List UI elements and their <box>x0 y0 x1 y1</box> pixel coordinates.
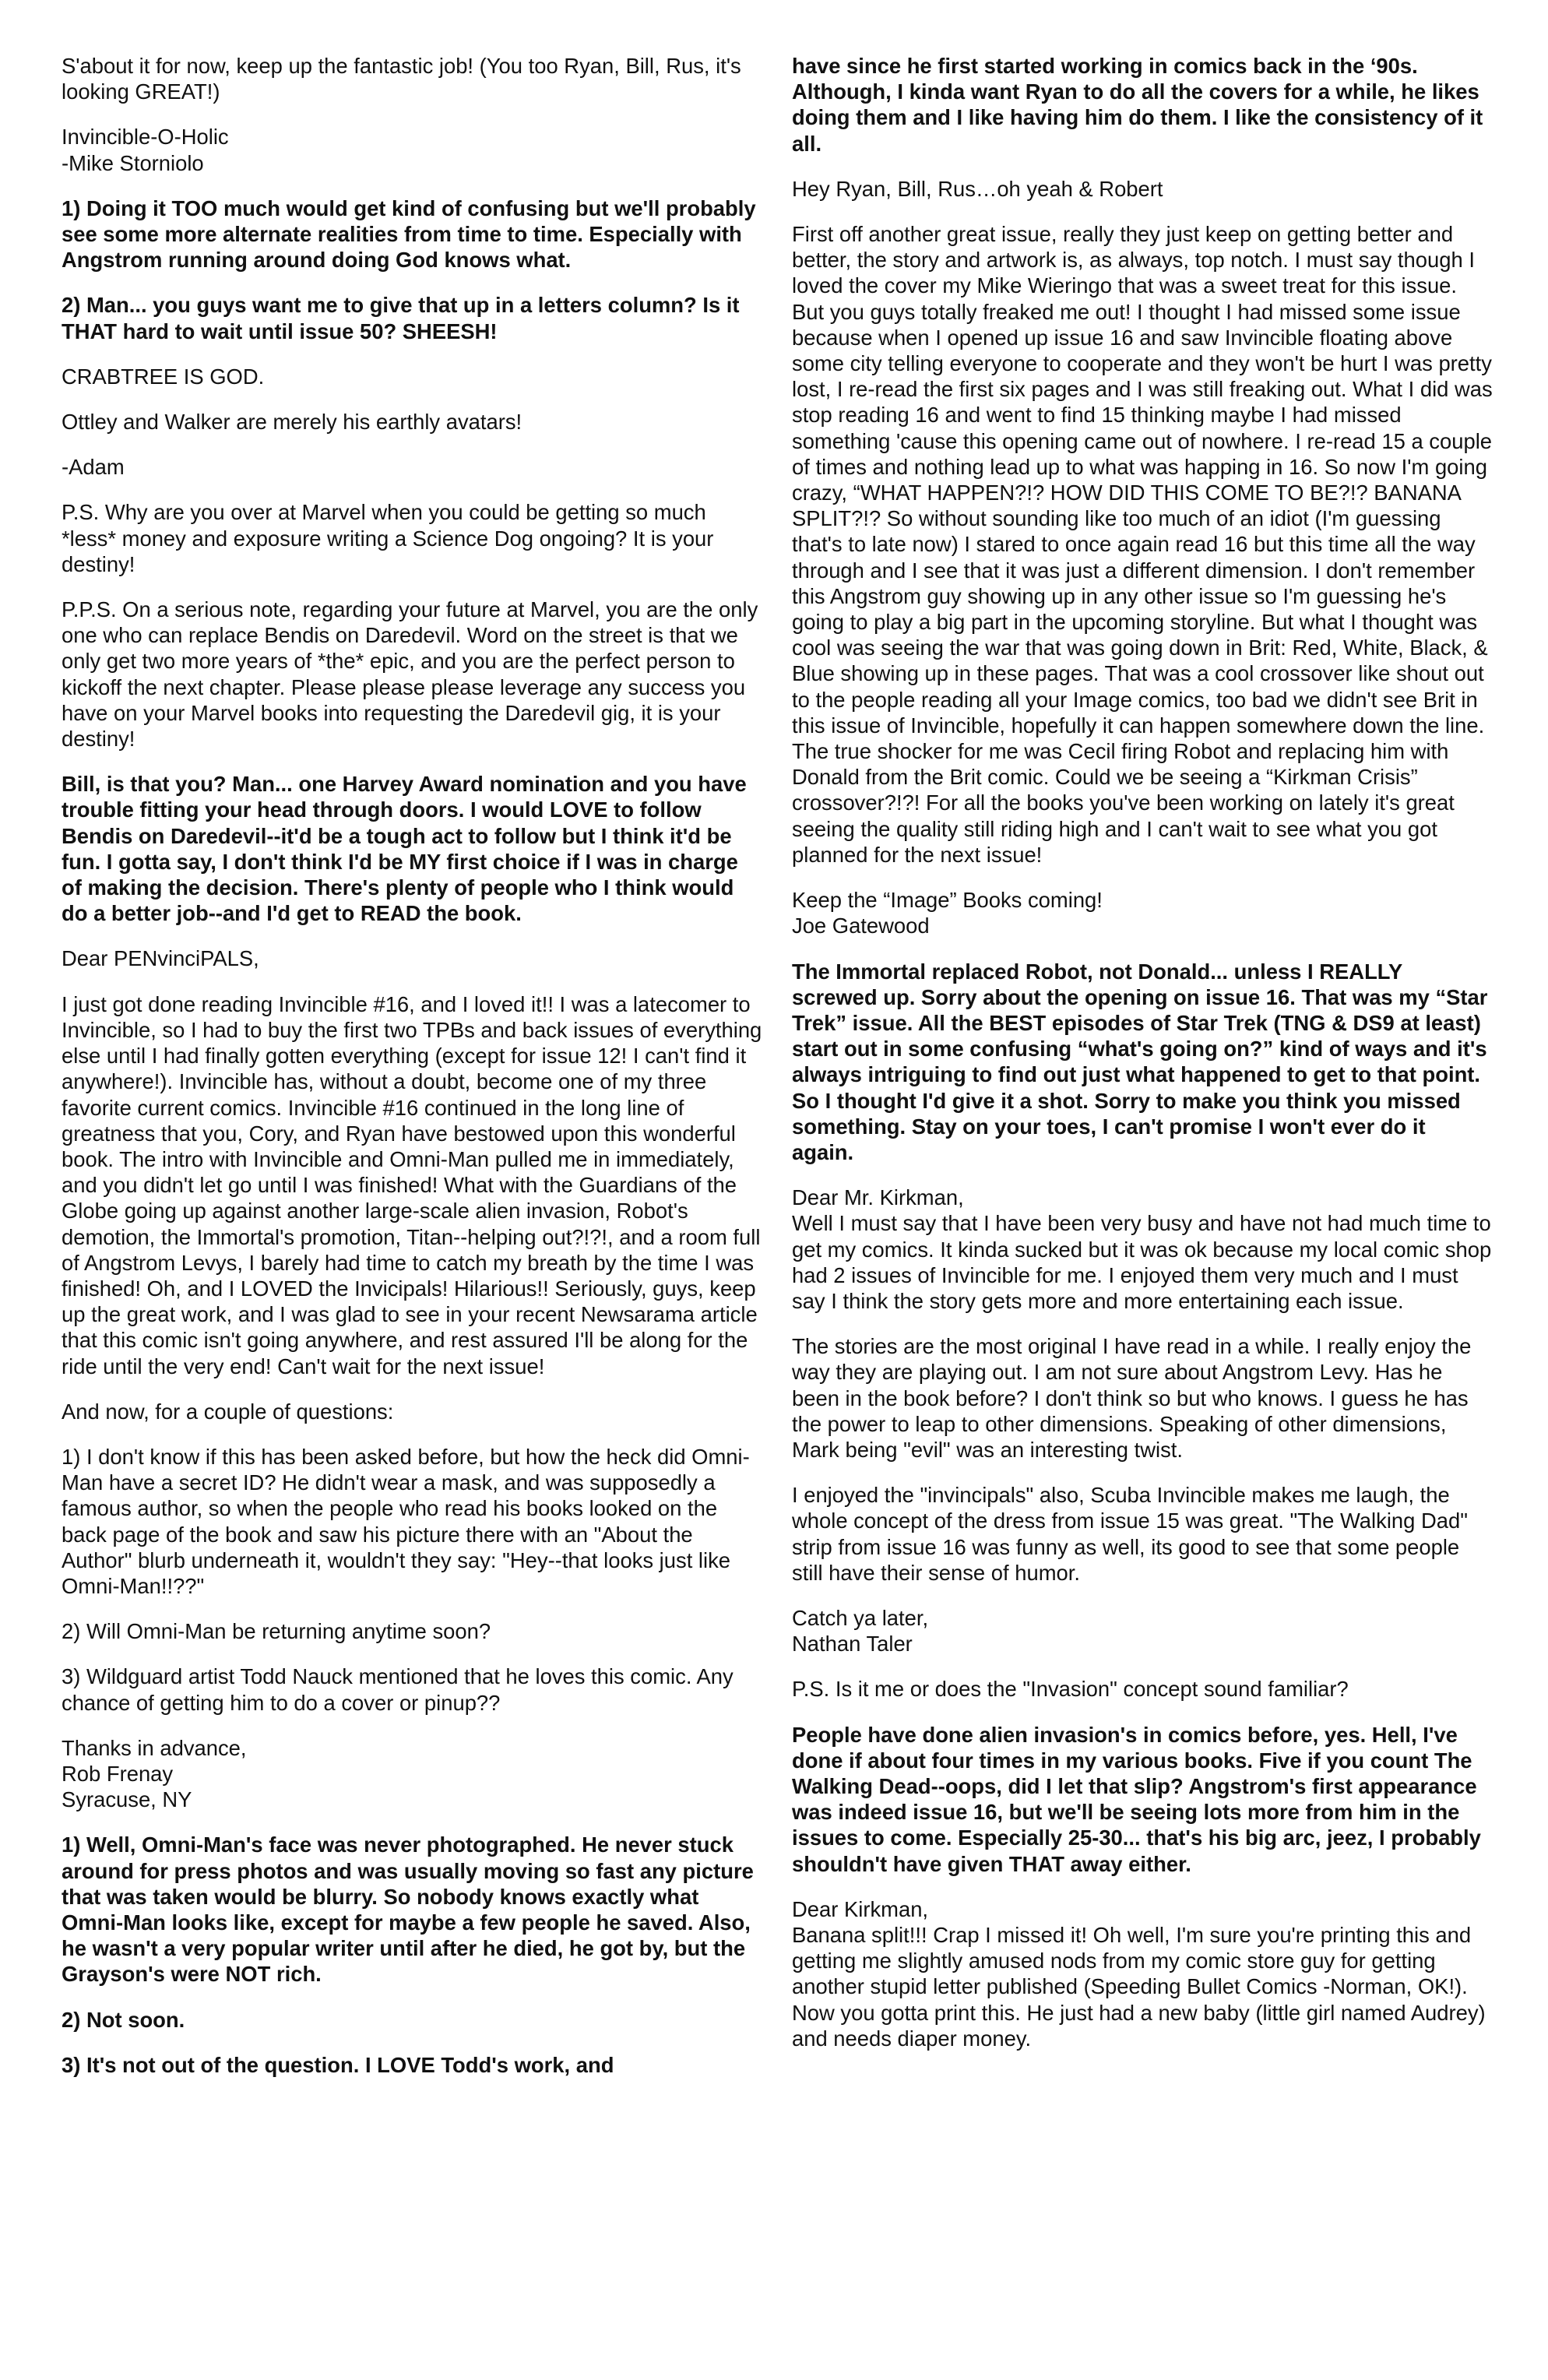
left-column <box>62 53 762 2097</box>
letter-paragraph: P.S. Is it me or does the "Invasion" concept sound familiar? <box>792 1677 1349 1702</box>
editor-reply-paragraph: Bill, is that you? Man... one Harvey Award nomination and you have trouble fitting your head through doors. I would LOVE to follow Bendis on Daredevil--it'd be a tough act to follow but I think it'd be fun. I gotta say, I don't think I'd be MY first choice if I was in charge of making the decision. There's plenty of people who I think would do a better job--and I'd get to READ the book. <box>62 772 747 926</box>
letter-paragraph: 2) Will Omni-Man be returning anytime soon? <box>62 1619 491 1644</box>
letter-paragraph: Keep the “Image” Books coming! Joe Gatewood <box>792 888 1103 938</box>
letter-paragraph: I just got done reading Invincible #16, and I loved it!! I was a latecomer to Invincible, so I had to buy the first two TPBs and back issues of everything else until I had finally gotten everything (except for issue 12! I can't find it anywhere!). Invincible has, without a doubt, become one of my three favorite current comics. Invincible #16 continued in the long line of greatness that you, Cory, and Ryan have bestowed upon this wonderful book. The intro with Invincible and Omni-Man pulled me in immediately, and you didn't let go until I was finished! What with the Guardians of the Globe going up against another large-scale alien invasion, Robot's demotion, the Immortal's promotion, Titan--helping out?!?!, and a room full of Angstrom Levys, I barely had time to catch my breath by the time I was finished! Oh, and I LOVED the Invicipals! Hilarious!! Seriously, guys, keep up the great work, and I was glad to see in your recent Newsarama article that this comic isn't going anywhere, and rest assured I'll be along for the ride until the very end! Can't wait for the next issue! <box>62 991 762 1378</box>
letter-paragraph: Invincible-O-Holic -Mike Storniolo <box>62 125 229 175</box>
letter-paragraph: Dear Mr. Kirkman, Well I must say that I have been very busy and have not had much time to get my comics. It kinda sucked but it was ok because my local comic shop had 2 issues of Invincible for me. I enjoyed them very much and I must say I think the story gets more and more entertaining each issue. <box>792 1185 1492 1313</box>
right-column <box>792 53 1493 2071</box>
letter-paragraph: Dear Kirkman, Banana split!!! Crap I missed it! Oh well, I'm sure you're printing this and getting me slightly amused nods from my comic store guy for getting another stupid letter published (Speeding Bullet Comics -Norman, OK!). Now you gotta print this. He just had a new baby (little girl named Audrey) and needs diaper money. <box>792 1896 1486 2051</box>
editor-reply-paragraph: have since he first started working in comics back in the ‘90s. Although, I kinda want Ryan to do all the covers for a while, he likes doing them and I like having him do them. I like the consistency of it all. <box>792 54 1483 156</box>
letter-paragraph: I enjoyed the "invincipals" also, Scuba Invincible makes me laugh, the whole concept of the dress from issue 15 was great. "The Walking Dad" strip from issue 16 was funny as well, its good to see that some people still have their sense of humor. <box>792 1483 1468 1585</box>
letter-paragraph: CRABTREE IS GOD. <box>62 364 265 389</box>
editor-reply-paragraph: 1) Well, Omni-Man's face was never photographed. He never stuck around for press photos and was usually moving so fast any picture that was taken would be blurry. So nobody knows exactly what Omni-Man looks like, except for maybe a few people he saved. Also, he wasn't a very popular writer until after he died, he got by, but the Grayson's were NOT rich. <box>62 1833 754 1987</box>
letter-paragraph: First off another great issue, really they just keep on getting better and better, the story and artwork is, as always, top notch. I must say though I loved the cover my Mike Wieringo that was a sweet treat for this issue. But you guys totally freaked me out! I thought I had missed some issue because when I opened up issue 16 and saw Invincible floating above some city telling everyone to cooperate and they won't be hurt I was pretty lost, I re-read the first six pages and I was still freaking out. What I did was stop reading 16 and went to find 15 thinking maybe I had missed something 'cause this opening came out of nowhere. I re-read 15 a couple of times and nothing lead up to what was happing in 16. So now I'm going crazy, “WHAT HAPPEN?!? HOW DID THIS COME TO BE?!? BANANA SPLIT?!? So without sounding like too much of an idiot (I'm guessing that's to late now) I stared to once again read 16 but this time all the way through and I see that it was just a different dimension. I don't remember this Angstrom guy showing up in any other issue so I'm guessing he's going to play a big part in the upcoming storyline. But what I thought was cool was seeing the war that was going down in Brit: Red, White, Black, & Blue showing up in these pages. That was a cool crossover like shout out to the people reading all your Image comics, too bad we didn't see Brit in this issue of Invincible, hopefully it can happen somewhere down the line. The true shocker for me was Cecil firing Robot and replacing him with Donald from the Brit comic. Could we be seeing a “Kirkman Crisis” crossover?!?! For all the books you've been working on lately it's great seeing the quality still riding high and I can't wait to see what you got planned for the next issue! <box>792 222 1493 867</box>
letter-paragraph: 3) Wildguard artist Todd Nauck mentioned that he loves this comic. Any chance of getting him to do a cover or pinup?? <box>62 1664 734 1715</box>
letter-paragraph: P.P.S. On a serious note, regarding your future at Marvel, you are the only one who can replace Bendis on Daredevil. Word on the street is that we only get two more years of *the* epic, and you are the perfect person to kickoff the next chapter. Please please please leverage any success you have on your Marvel books into requesting the Daredevil gig, it is your destiny! <box>62 597 758 752</box>
editor-reply-paragraph: 1) Doing it TOO much would get kind of confusing but we'll probably see some more alternate realities from time to time. Especially with Angstrom running around doing God knows what. <box>62 195 756 273</box>
editor-reply-paragraph: People have done alien invasion's in comics before, yes. Hell, I've done if about four times in my various books. Five if you count The Walking Dead--oops, did I let that slip? Angstrom's first appearance was indeed issue 16, but we'll be seeing lots more from him in the issues to come. Especially 25-30... that's his big arc, jeez, I probably shouldn't have given THAT away either. <box>792 1722 1481 1876</box>
editor-reply-paragraph: 2) Not soon. <box>62 2007 185 2032</box>
letter-paragraph: And now, for a couple of questions: <box>62 1399 394 1424</box>
letter-paragraph: 1) I don't know if this has been asked before, but how the heck did Omni-Man have a secret ID? He didn't wear a mask, and was supposedly a famous author, so when the people who read his books looked on the back page of the book and saw his picture there with an "About the Author" blurb underneath it, wouldn't they say: "Hey--that looks just like Omni-Man!!??" <box>62 1444 750 1598</box>
editor-reply-paragraph: The Immortal replaced Robot, not Donald... unless I REALLY screwed up. Sorry about the opening on issue 16. That was my “Star Trek” issue. All the BEST episodes of Star Trek (TNG & DS9 at least) start out in some confusing “what's going on?” kind of ways and it's always intriguing to find out just what happened to get to that point. So I thought I'd give it a shot. Sorry to make you think you missed something. Stay on your toes, I can't promise I won't ever do it again. <box>792 959 1488 1164</box>
letter-paragraph: Ottley and Walker are merely his earthly avatars! <box>62 410 522 435</box>
letter-paragraph: S'about it for now, keep up the fantastic job! (You too Ryan, Bill, Rus, it's looking GREAT!) <box>62 54 741 104</box>
letter-paragraph: Dear PENvinciPALS, <box>62 946 259 971</box>
letter-paragraph: The stories are the most original I have read in a while. I really enjoy the way they are playing out. I am not sure about Angstrom Levy. Has he been in the book before? I don't think so but who knows. I guess he has the power to leap to other dimensions. Speaking of other dimensions, Mark being "evil" was an interesting twist. <box>792 1334 1472 1462</box>
editor-reply-paragraph: 3) It's not out of the question. I LOVE Todd's work, and <box>62 2052 614 2077</box>
letter-paragraph: Thanks in advance, Rob Frenay Syracuse, NY <box>62 1735 247 1812</box>
letter-paragraph: Hey Ryan, Bill, Rus…oh yeah & Robert <box>792 176 1163 201</box>
letter-paragraph: Catch ya later, Nathan Taler <box>792 1605 929 1656</box>
editor-reply-paragraph: 2) Man... you guys want me to give that up in a letters column? Is it THAT hard to wait until issue 50? SHEESH! <box>62 293 740 343</box>
letter-paragraph: P.S. Why are you over at Marvel when you could be getting so much *less* money and exposure writing a Science Dog ongoing? It is your destiny! <box>62 500 714 576</box>
letter-paragraph: -Adam <box>62 455 125 480</box>
